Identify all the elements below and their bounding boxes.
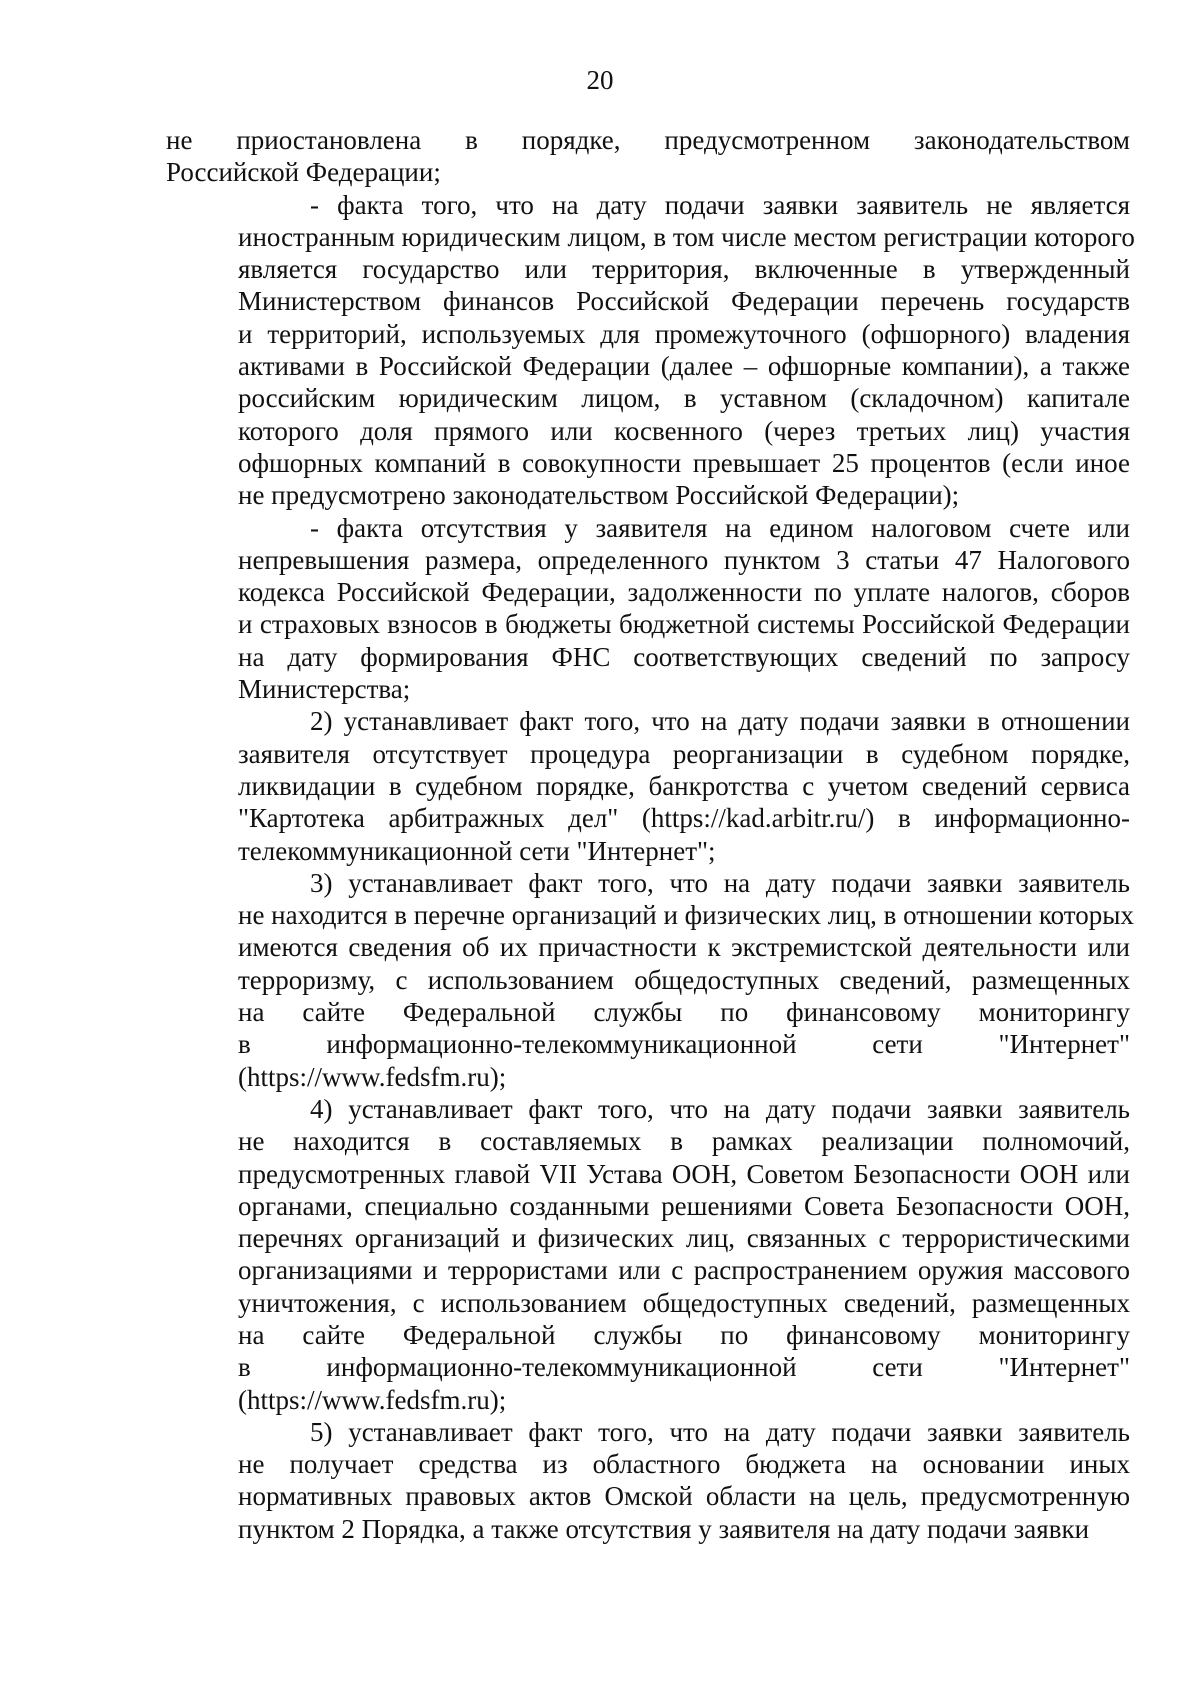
text-line: в информационно-телекоммуникационной сети "Интернет"	[238, 1352, 1130, 1383]
text-line: пунктом 2 Порядка, а также отсутствия у заявителя на дату подачи заявки	[238, 1513, 1090, 1544]
text-line: предусмотренных главой VII Устава ООН, Советом Безопасности ООН или	[238, 1158, 1130, 1189]
text-line: (https://www.fedsfm.ru);	[238, 1384, 507, 1415]
text-line: непревышения размера, определенного пунктом 3 статьи 47 Налогового	[238, 544, 1130, 575]
text-line: (https://www.fedsfm.ru);	[238, 1061, 507, 1092]
text-line: органами, специально созданными решениями Совета Безопасности ООН,	[238, 1190, 1130, 1221]
text-line: иностранным юридическим лицом, в том числе местом регистрации которого	[238, 221, 1135, 252]
paragraph	[166, 189, 1135, 512]
text-line: которого доля прямого или косвенного (через третьих лиц) участия	[238, 415, 1130, 446]
text-line: "Картотека арбитражных дел" (https://kad.arbitr.ru/) в информационно-	[238, 803, 1130, 834]
text-line: заявителя отсутствует процедура реорганизации в судебном порядке,	[238, 738, 1130, 769]
text-line: офшорных компаний в совокупности превышает 25 процентов (если иное	[238, 447, 1130, 478]
text-line: перечнях организаций и физических лиц, связанных с террористическими	[238, 1223, 1130, 1254]
text-line: - факта отсутствия у заявителя на едином налоговом счете или	[310, 512, 1130, 543]
text-line: 4) устанавливает факт того, что на дату подачи заявки заявитель	[310, 1093, 1130, 1124]
text-line: Министерства;	[238, 674, 411, 705]
text-line: телекоммуникационной сети "Интернет";	[238, 835, 716, 866]
paragraph	[166, 1093, 1130, 1416]
text-line: имеются сведения об их причастности к экстремистской деятельности или	[238, 932, 1130, 963]
text-line: и территорий, используемых для промежуточного (офшорного) владения	[238, 318, 1130, 349]
text-line: не получает средства из областного бюджета на основании иных	[238, 1449, 1130, 1480]
text-line: на сайте Федеральной службы по финансовому мониторингу	[238, 1319, 1130, 1350]
text-line: 3) устанавливает факт того, что на дату подачи заявки заявитель	[310, 867, 1130, 898]
text-line: кодекса Российской Федерации, задолженности по уплате налогов, сборов	[238, 577, 1130, 608]
text-line: ликвидации в судебном порядке, банкротства с учетом сведений сервиса	[238, 770, 1130, 801]
text-line: не находится в составляемых в рамках реализации полномочий,	[238, 1126, 1130, 1157]
text-line: и страховых взносов в бюджеты бюджетной системы Российской Федерации	[238, 609, 1130, 640]
paragraph	[166, 124, 1130, 189]
text-line: не приостановлена в порядке, предусмотренном законодательством	[166, 125, 1130, 155]
text-line: терроризму, с использованием общедоступных сведений, размещенных	[238, 964, 1130, 995]
text-line: организациями и террористами или с распространением оружия массового	[238, 1255, 1130, 1286]
text-line: нормативных правовых актов Омской области на цель, предусмотренную	[238, 1481, 1130, 1512]
text-line: на сайте Федеральной службы по финансовому мониторингу	[238, 997, 1130, 1028]
text-line: на дату формирования ФНС соответствующих сведений по запросу	[238, 641, 1130, 672]
text-line: активами в Российской Федерации (далее – офшорные компании), а также	[238, 351, 1130, 382]
text-line: Российской Федерации;	[166, 157, 441, 188]
text-line: уничтожения, с использованием общедоступных сведений, размещенных	[238, 1287, 1130, 1318]
text-line: является государство или территория, включенные в утвержденный	[238, 254, 1130, 285]
paragraph	[166, 705, 1130, 866]
document-body	[166, 124, 1135, 1545]
paragraph	[166, 867, 1134, 1093]
text-line: российским юридическим лицом, в уставном (складочном) капитале	[238, 383, 1130, 414]
page-number: 20	[586, 65, 614, 95]
text-line: 5) устанавливает факт того, что на дату подачи заявки заявитель	[310, 1416, 1130, 1447]
text-line: в информационно-телекоммуникационной сети "Интернет"	[238, 1029, 1130, 1060]
text-line: - факта того, что на дату подачи заявки заявитель не является	[310, 189, 1130, 220]
text-line: не находится в перечне организаций и физических лиц, в отношении которых	[238, 900, 1134, 931]
text-line: 2) устанавливает факт того, что на дату подачи заявки в отношении	[310, 706, 1130, 737]
paragraph	[166, 512, 1130, 706]
text-line: Министерством финансов Российской Федерации перечень государств	[238, 286, 1130, 317]
paragraph	[166, 1416, 1130, 1545]
text-line: не предусмотрено законодательством Российской Федерации);	[238, 480, 960, 511]
